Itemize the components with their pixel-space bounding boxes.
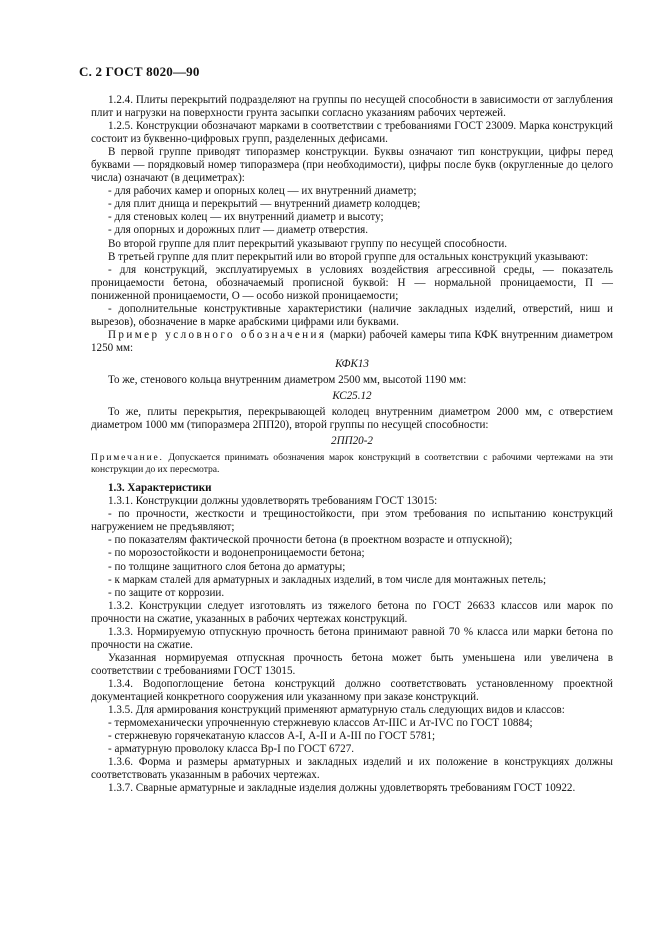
list-item: - по прочности, жесткости и трещиностойкости, при этом требования по испытанию конструкций нагружением не предъявляют; bbox=[91, 508, 613, 534]
paragraph-third-group: В третьей группе для плит перекрытий или во второй группе для остальных конструкций указывают: bbox=[108, 250, 589, 263]
list-item: - к маркам сталей для арматурных и закладных изделий, в том числе для монтажных петель; bbox=[108, 573, 547, 586]
paragraph-1-2-5: 1.2.5. Конструкции обозначают марками в соответствии с требованиями ГОСТ 23009. Марка конструкций состоит из буквенно-цифровых групп, разделенных дефисами. bbox=[91, 120, 613, 146]
paragraph-first-group: В первой группе приводят типоразмер конструкции. Буквы означают тип конструкции, цифры перед буквами — порядковый номер типоразмера (при необходимости), цифры после букв (округленные до целого числа) означают (в дециметрах): bbox=[91, 146, 613, 185]
paragraph-second-group: Во второй группе для плит перекрытий указывают группу по несущей способности. bbox=[108, 237, 508, 250]
mark-example-2: КС25.12 bbox=[332, 390, 372, 403]
paragraph-release-strength: Указанная нормируемая отпускная прочность бетона может быть уменьшена или увеличена в соответствии с требованиями ГОСТ 13015. bbox=[91, 651, 613, 677]
paragraph-wall-ring: То же, стенового кольца внутренним диаметром 2500 мм, высотой 1190 мм: bbox=[108, 373, 467, 386]
list-item: - по показателям фактической прочности бетона (в проектном возрасте и отпускной); bbox=[108, 534, 513, 547]
note-text: Допускается принимать обозначения марок конструкций в соответствии с рабочими чертежами на эти конструкции до их пересмотра. bbox=[91, 452, 613, 476]
example-lead: Пример условного обозначения bbox=[108, 328, 327, 341]
page-header: С. 2 ГОСТ 8020—90 bbox=[79, 64, 200, 79]
paragraph-1-3-5: 1.3.5. Для армирования конструкций применяют арматурную сталь следующих видов и классов: bbox=[108, 704, 565, 717]
paragraph-1-3-3: 1.3.3. Нормируемую отпускную прочность бетона принимают равной 70 % класса или марки бетона по прочности на сжатие. bbox=[91, 625, 613, 651]
paragraph-1-3-7: 1.3.7. Сварные арматурные и закладные изделия должны удовлетворять требованиям ГОСТ 10922. bbox=[108, 782, 576, 795]
list-item: - термомеханически упрочненную стержневую классов Ат-IIIС и Ат-IVС по ГОСТ 10884; bbox=[108, 717, 533, 730]
list-item: - для стеновых колец — их внутренний диаметр и высоту; bbox=[108, 211, 384, 224]
list-item: - для плит днища и перекрытий — внутренний диаметр колодцев; bbox=[108, 198, 421, 211]
list-item: - для опорных и дорожных плит — диаметр отверстия. bbox=[108, 224, 369, 237]
list-item: - для рабочих камер и опорных колец — их внутренний диаметр; bbox=[108, 185, 417, 198]
list-item: - арматурную проволоку класса Вр-I по ГОСТ 6727. bbox=[108, 743, 355, 756]
document-body bbox=[91, 94, 613, 795]
list-item: - дополнительные конструктивные характеристики (наличие закладных изделий, отверстий, ниш и вырезов), обозначение в марке арабскими цифрами или буквами. bbox=[91, 302, 613, 328]
section-heading: 1.3. Характеристики bbox=[108, 482, 212, 495]
example-text: (марки) рабочей камеры типа КФК внутренним диаметром 1250 мм: bbox=[91, 328, 613, 354]
note bbox=[91, 452, 613, 476]
example-paragraph bbox=[91, 329, 613, 355]
list-item: - по защите от коррозии. bbox=[108, 586, 225, 599]
paragraph-1-3-4: 1.3.4. Водопоглощение бетона конструкций должно соответствовать установленному проектной документацией конкретного сооружения или указанному при заказе конструкций. bbox=[91, 677, 613, 703]
list-item: - по толщине защитного слоя бетона до арматуры; bbox=[108, 560, 346, 573]
paragraph-slab: То же, плиты перекрытия, перекрывающей колодец внутренним диаметром 2000 мм, с отверстием диаметром 1000 мм (типоразмера 2ПП20), второй группы по несущей способности: bbox=[91, 406, 613, 432]
list-item: - стержневую горячекатаную классов А-I, А-II и А-III по ГОСТ 5781; bbox=[108, 730, 436, 743]
mark-example-3: 2ПП20-2 bbox=[331, 435, 373, 448]
paragraph-1-3-2: 1.3.2. Конструкции следует изготовлять из тяжелого бетона по ГОСТ 26633 классов или марок по прочности на сжатие, указанных в рабочих чертежах конструкций. bbox=[91, 599, 613, 625]
list-item: - для конструкций, эксплуатируемых в условиях воздействия агрессивной среды, — показатель проницаемости бетона, обозначаемый прописной буквой: Н — нормальной проницаемости, П — пониженной проницаемости, О — особо низкой проницаемости; bbox=[91, 263, 613, 302]
mark-example-1: КФК13 bbox=[335, 357, 369, 370]
paragraph-1-2-4: 1.2.4. Плиты перекрытий подразделяют на группы по несущей способности в зависимости от заглубления плит и нагрузки на поверхности грунта засыпки согласно указаниям рабочих чертежей. bbox=[91, 94, 613, 120]
paragraph-1-3-6: 1.3.6. Форма и размеры арматурных и закладных изделий и их положение в конструкциях должны соответствовать указанным в рабочих чертежах. bbox=[91, 756, 613, 782]
paragraph-1-3-1: 1.3.1. Конструкции должны удовлетворять требованиям ГОСТ 13015: bbox=[108, 495, 438, 508]
note-lead: Примечание. bbox=[91, 452, 164, 464]
list-item: - по морозостойкости и водонепроницаемости бетона; bbox=[108, 547, 365, 560]
